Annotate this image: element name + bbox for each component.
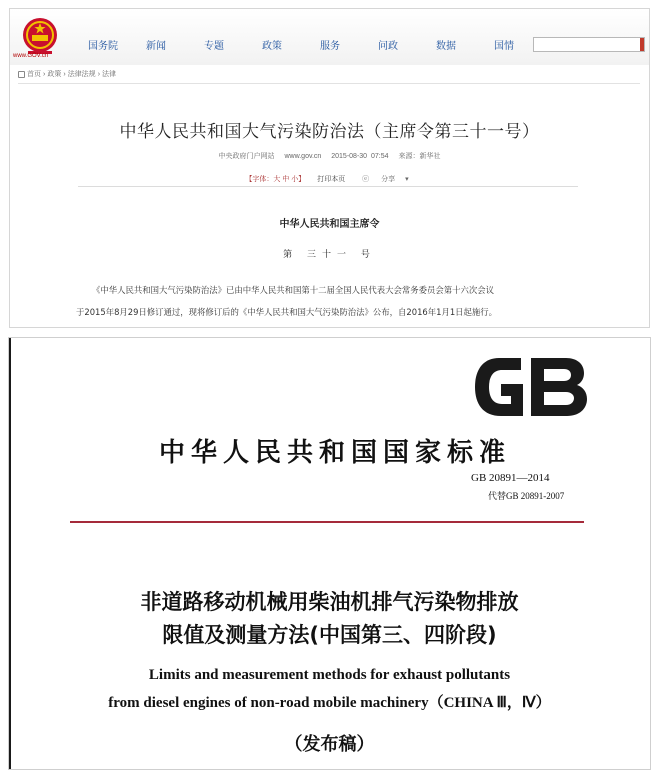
standard-category-title: 中华人民共和国国家标准 [158,438,511,468]
nav-item-policy[interactable]: 政策 [262,41,282,52]
gb-logo-text: GB [471,352,473,353]
nav-item-national-info[interactable]: 国情 [494,41,514,52]
breadcrumb-laws[interactable]: 法律法规 [67,71,96,78]
chinese-title-line: 限值及测量方法(中国第三、四阶段) [162,623,497,647]
share-icon: ⓔ [362,176,370,183]
article-meta [10,151,649,161]
article-title: 中华人民共和国大气污染防治法（主席令第三十一号） [119,122,540,142]
nav-item-state-council[interactable]: 国务院 [88,41,118,52]
site-header [10,9,649,65]
chinese-title [9,586,650,652]
body-paragraph-line: 《中华人民共和国大气污染防治法》已由中华人民共和国第十二届全国人民代表大会常务委员会第十六次会议 [92,285,494,295]
article-body [76,279,586,323]
breadcrumb-separator: › [63,70,66,78]
meta-source: 来源：新华社 [398,153,441,160]
nav-item-topics[interactable]: 专题 [204,41,224,52]
decree-number: 第 三十一 号 [283,250,376,260]
share-button[interactable] [357,176,413,183]
replaced-standard-code: 代替GB 20891-2007 [488,491,565,501]
meta-source-site: 中央政府门户网站 [218,153,275,160]
article-tools [10,174,649,184]
main-nav [88,37,552,52]
tools-divider [78,186,578,187]
print-link[interactable]: 打印本页 [317,176,346,183]
header-divider [18,83,640,84]
breadcrumb [18,69,116,79]
breadcrumb-policy[interactable]: 政策 [47,71,62,78]
nav-item-news[interactable]: 新闻 [146,41,166,52]
nav-item-data[interactable]: 数据 [436,41,456,52]
share-label: 分享 [381,176,396,183]
nav-item-services[interactable]: 服务 [320,41,340,52]
standard-code: GB 20891—2014 [471,472,550,484]
nav-item-inquiry[interactable]: 问政 [378,41,398,52]
home-icon [18,71,25,78]
breadcrumb-home[interactable]: 首页 [27,71,41,78]
search-input[interactable] [533,37,645,52]
english-title [9,661,650,717]
chevron-down-icon: ▾ [405,176,409,183]
breadcrumb-separator: › [43,70,46,78]
site-domain-caption: www.GOV.cn [13,53,49,59]
english-title-line: Limits and measurement methods for exhaust pollutants [148,667,511,683]
breadcrumb-law[interactable]: 法律 [102,71,117,78]
breadcrumb-separator: › [97,70,101,78]
gb-logo-icon [471,352,591,422]
meta-datetime: 2015-08-30 07:54 [331,153,389,160]
gov-webpage-panel [9,8,650,328]
chinese-title-line: 非道路移动机械用柴油机排气污染物排放 [140,590,519,614]
standard-cover-panel [8,337,651,770]
release-draft-label: （发布稿） [284,734,375,755]
font-size-control[interactable]: 【字体：大 中 小】 [245,176,306,183]
body-paragraph-line: 于2015年8月29日修订通过，现将修订后的《中华人民共和国大气污染防治法》公布，自2016年1月1日起施行。 [76,307,498,317]
decree-heading: 中华人民共和国主席令 [279,219,380,230]
english-title-line: from diesel engines of non-road mobile machinery（CHINA Ⅲ，Ⅳ） [108,695,551,711]
red-divider [70,521,584,523]
meta-url: www.gov.cn [284,153,322,160]
